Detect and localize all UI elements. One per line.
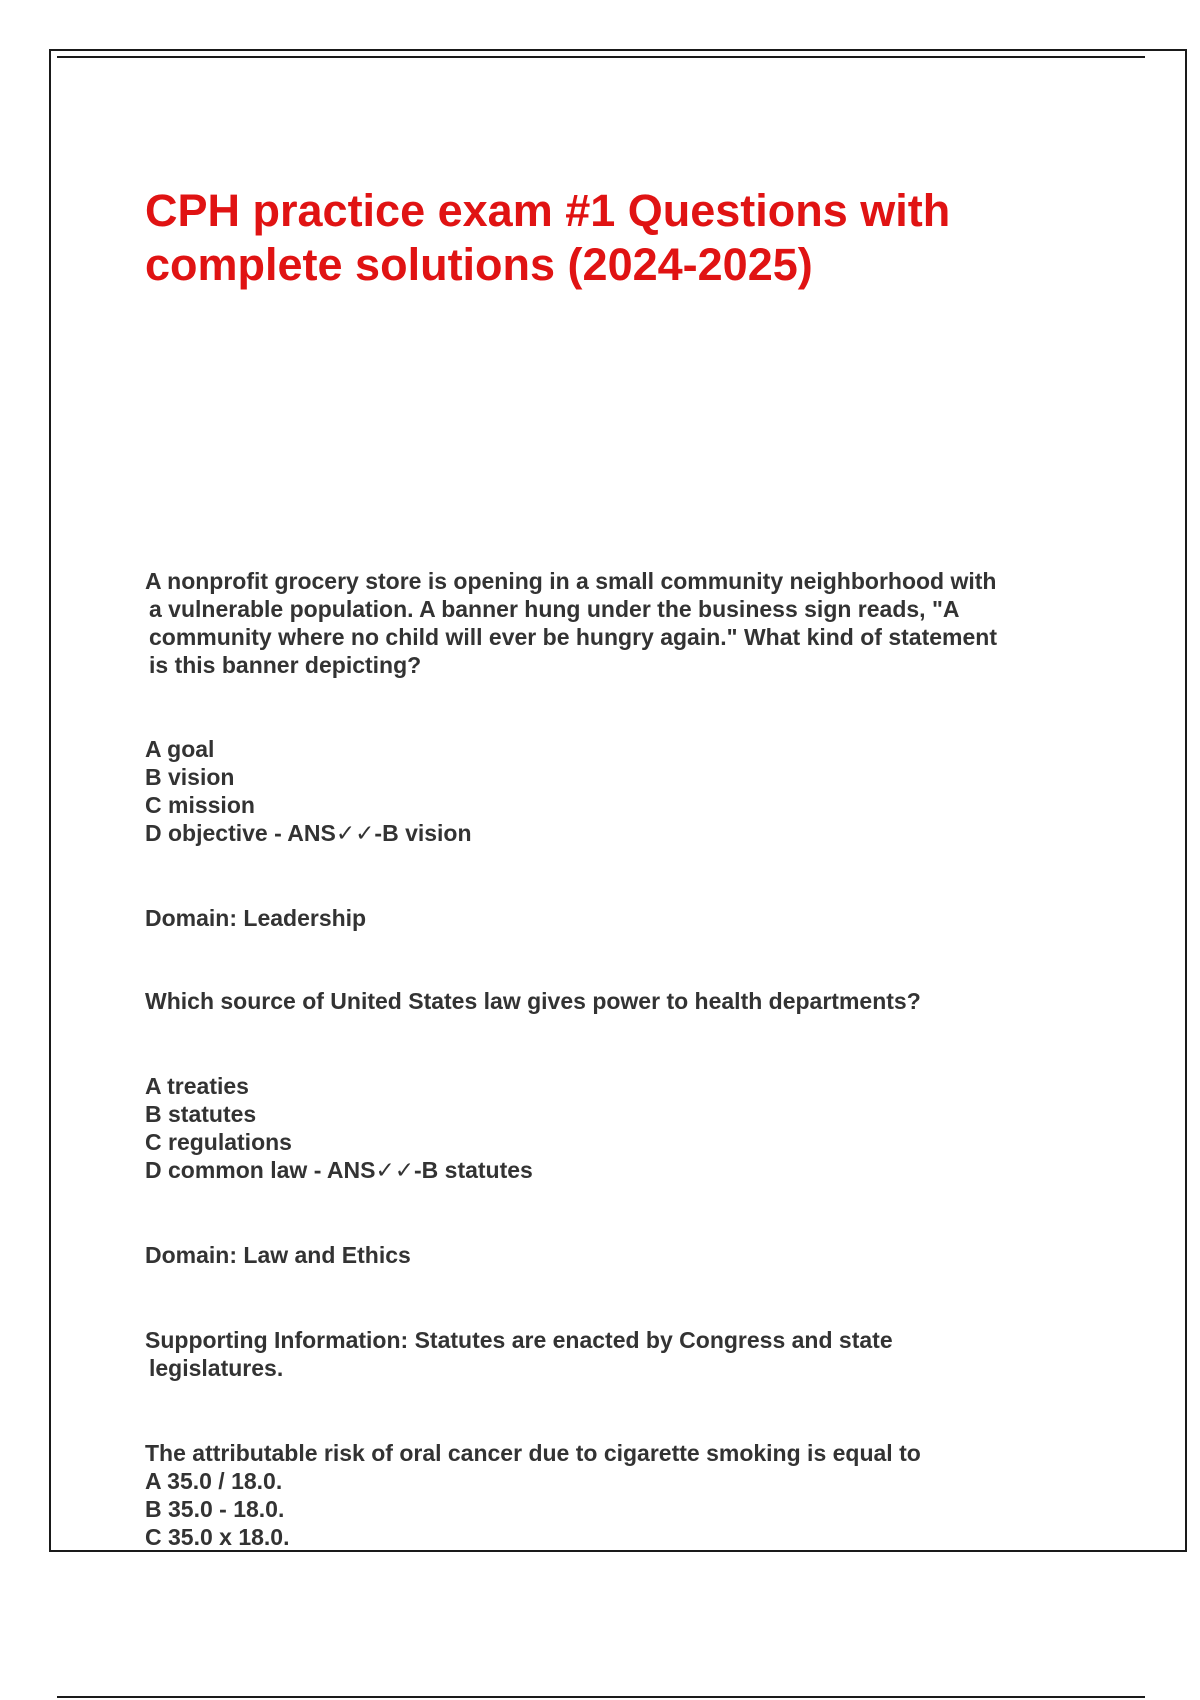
q3-option-a: A 35.0 / 18.0.	[145, 1468, 283, 1494]
q3-option-b: B 35.0 - 18.0.	[145, 1496, 285, 1522]
q3-option-c: C 35.0 x 18.0.	[145, 1524, 290, 1550]
q1-answer: -B vision	[374, 820, 472, 846]
question-2	[145, 987, 921, 1015]
bottom-rule	[57, 1696, 1145, 1698]
q2-option-d: D common law - ANS	[145, 1157, 376, 1183]
q2-option-b: B statutes	[145, 1101, 257, 1127]
check-icon: ✓✓	[335, 821, 375, 847]
document-title	[145, 184, 1045, 292]
q1-option-d-answer	[145, 819, 472, 848]
q2-support-line-2: legislatures.	[149, 1355, 284, 1381]
question-1-line-4: is this banner depicting?	[149, 652, 422, 678]
title-line-2: complete solutions (2024-2025)	[145, 239, 813, 290]
question-1-line-2: a vulnerable population. A banner hung under the business sign reads, "A	[149, 596, 960, 622]
question-3	[145, 1439, 921, 1551]
q1-option-b: B vision	[145, 764, 235, 790]
q2-option-c: C regulations	[145, 1129, 292, 1155]
q2-answer: -B statutes	[414, 1157, 533, 1183]
q2-support-line-1: Supporting Information: Statutes are enacted by Congress and state	[145, 1327, 893, 1353]
q1-domain-text: Domain: Leadership	[145, 905, 367, 931]
question-1-line-3: community where no child will ever be hungry again." What kind of statement	[149, 624, 997, 650]
q2-option-d-answer	[145, 1156, 533, 1185]
q2-option-a: A treaties	[145, 1073, 249, 1099]
q2-domain	[145, 1241, 411, 1269]
q1-option-c: C mission	[145, 792, 255, 818]
question-1-line-1: A nonprofit grocery store is opening in a small community neighborhood with	[145, 568, 997, 594]
question-2-options	[145, 1072, 533, 1185]
question-1	[145, 567, 997, 679]
check-icon: ✓✓	[375, 1158, 414, 1184]
q1-domain	[145, 904, 366, 932]
title-line-1: CPH practice exam #1 Questions with	[145, 185, 951, 236]
q1-option-d: D objective - ANS	[145, 820, 336, 846]
question-3-text: The attributable risk of oral cancer due to cigarette smoking is equal to	[145, 1440, 921, 1466]
q2-supporting-info	[145, 1326, 893, 1382]
q2-domain-text: Domain: Law and Ethics	[145, 1242, 411, 1268]
q1-option-a: A goal	[145, 736, 215, 762]
question-1-options	[145, 735, 472, 848]
question-2-text: Which source of United States law gives power to health departments?	[145, 988, 921, 1014]
